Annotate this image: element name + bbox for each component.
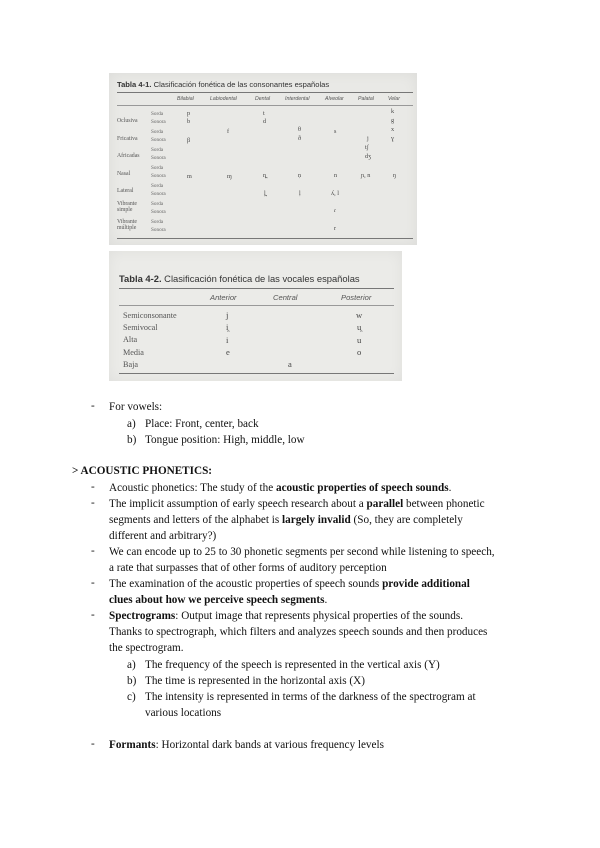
vowel-symbol: w xyxy=(356,310,363,320)
table2-row-label: Baja xyxy=(123,360,139,369)
voicing-label: Sorda xyxy=(151,129,164,135)
table2-col-header: Anterior xyxy=(210,293,237,302)
bullet-dash: - xyxy=(91,738,95,750)
bullet-encode-line1: We can encode up to 25 to 30 phonetic segments per second while listening to speech, xyxy=(109,546,495,558)
table1-row-label: Nasal xyxy=(117,171,131,177)
spectrogram-frequency-item: The frequency of the speech is represented in the vertical axis (Y) xyxy=(145,659,440,671)
voicing-label: Sonora xyxy=(151,119,166,125)
phone-symbol: ṇ xyxy=(298,172,302,179)
table1-row-label: Africadas xyxy=(117,153,140,159)
bullet-parallel-line1: The implicit assumption of early speech research about a parallel between phonetic xyxy=(109,498,485,510)
phone-symbol: ʎ, l xyxy=(331,190,339,197)
spectrogram-intensity-item: The intensity is represented in terms of the darkness of the spectrogram at xyxy=(145,691,476,703)
bullet-dash: - xyxy=(91,545,95,557)
phone-symbol: ɱ xyxy=(227,173,232,180)
vowel-symbol: e xyxy=(226,347,230,357)
vowels-intro: For vowels: xyxy=(109,401,163,413)
phone-symbol: l̪ xyxy=(264,190,266,197)
table1-col-header: Alveolar xyxy=(325,96,344,102)
bullet-dash: - xyxy=(91,577,95,589)
spectrogram-time-item: The time is represented in the horizontal axis (X) xyxy=(145,675,365,687)
bullet-spectrograms-line2: Thanks to spectrograph, which filters and analyzes speech sounds and then produces xyxy=(109,626,488,638)
phone-symbol: ḷ xyxy=(299,190,301,197)
list-marker: b) xyxy=(127,675,137,687)
phone-symbol: θ xyxy=(298,126,301,133)
voicing-label: Sorda xyxy=(151,201,164,207)
bullet-dash: - xyxy=(91,609,95,621)
bullet-examination-line1: The examination of the acoustic properties of speech sounds provide additional xyxy=(109,578,470,590)
phone-symbol: m xyxy=(187,173,192,180)
vowel-table-image xyxy=(109,251,402,381)
table1-row-label: Oclusiva xyxy=(117,118,138,124)
phone-symbol: b xyxy=(187,118,191,125)
bullet-dash: - xyxy=(91,497,95,509)
phone-symbol: ɾ xyxy=(334,207,337,214)
table2-row-label: Semivocal xyxy=(123,323,158,332)
table1-title: Tabla 4-1. Clasificación fonética de las consonantes españolas xyxy=(117,80,330,89)
consonant-table-image xyxy=(109,73,417,245)
table1-col-header: Palatal xyxy=(358,96,374,102)
phone-symbol: r xyxy=(334,225,337,232)
bullet-spectrograms-line3: the spectrogram. xyxy=(109,642,184,654)
vowel-symbol: o xyxy=(357,347,362,357)
voicing-label: Sorda xyxy=(151,165,164,171)
list-marker: b) xyxy=(127,434,137,446)
phone-symbol: ŋ xyxy=(393,172,397,179)
list-marker: a) xyxy=(127,659,136,671)
table1-row-label: Vibrante múltiple xyxy=(117,219,137,232)
bullet-examination-line2: clues about how we perceive speech segments. xyxy=(109,594,328,606)
phone-symbol: p xyxy=(187,110,191,117)
bullet-dash: - xyxy=(91,400,95,412)
table1-col-header: Interdental xyxy=(285,96,310,102)
bullet-dash: - xyxy=(91,481,95,493)
phone-symbol: dʒ xyxy=(365,153,371,160)
phone-symbol: ɣ xyxy=(391,135,395,142)
section-heading: > ACOUSTIC PHONETICS: xyxy=(72,465,213,477)
list-marker: a) xyxy=(127,418,136,430)
table2-row-label: Media xyxy=(123,348,144,357)
table1-row-label: Lateral xyxy=(117,188,134,194)
bullet-formants: Formants: Horizontal dark bands at various frequency levels xyxy=(109,739,384,751)
table2-row-label: Semiconsonante xyxy=(123,311,177,320)
table2-bottom-rule xyxy=(119,373,394,374)
table1-col-header: Dental xyxy=(255,96,270,102)
phone-symbol: x xyxy=(391,126,395,133)
table1-row-label: Vibrante simple xyxy=(117,201,137,214)
spectrogram-intensity-item-cont: various locations xyxy=(145,707,222,719)
table2-top-rule xyxy=(119,288,394,289)
voicing-label: Sonora xyxy=(151,209,166,215)
voicing-label: Sonora xyxy=(151,173,166,179)
table1-col-header: Velar xyxy=(388,96,400,102)
voicing-label: Sonora xyxy=(151,191,166,197)
table1-col-header: Labiodental xyxy=(210,96,237,102)
phone-symbol: g xyxy=(391,117,395,124)
bullet-parallel-line3: different and arbitrary?) xyxy=(109,530,217,542)
voicing-label: Sorda xyxy=(151,111,164,117)
bullet-spectrograms-line1: Spectrograms: Output image that represents physical properties of the sounds. xyxy=(109,610,463,622)
table1-top-rule xyxy=(117,92,413,93)
voicing-label: Sonora xyxy=(151,155,166,161)
phone-symbol: n̪ xyxy=(263,172,267,179)
voicing-label: Sonora xyxy=(151,227,166,233)
bullet-encode-line2: a rate that surpasses that of other forms of auditory perception xyxy=(109,562,387,574)
vowel-symbol: i xyxy=(226,335,229,345)
vowel-symbol: i̯ xyxy=(226,322,229,332)
phone-symbol: β xyxy=(187,137,191,144)
phone-symbol: f xyxy=(227,128,230,135)
table1-row-label: Fricativa xyxy=(117,136,138,142)
vowels-tongue-item: Tongue position: High, middle, low xyxy=(145,434,305,446)
phone-symbol: j xyxy=(367,135,369,142)
voicing-label: Sorda xyxy=(151,183,164,189)
bullet-parallel-line2: segments and letters of the alphabet is largely invalid (So, they are completely xyxy=(109,514,463,526)
table2-header-rule xyxy=(119,305,394,306)
phone-symbol: tʃ xyxy=(365,144,369,151)
phone-symbol: n xyxy=(334,172,338,179)
table2-title: Tabla 4-2. Clasificación fonética de las vocales españolas xyxy=(119,273,360,284)
phone-symbol: k xyxy=(391,108,395,115)
voicing-label: Sorda xyxy=(151,147,164,153)
vowel-symbol: u xyxy=(357,335,362,345)
voicing-label: Sonora xyxy=(151,137,166,143)
vowel-symbol: a xyxy=(288,359,292,369)
phone-symbol: ð xyxy=(298,135,302,142)
phone-symbol: t xyxy=(263,110,265,117)
table1-col-header: Bilabial xyxy=(177,96,194,102)
table1-header-rule xyxy=(117,105,413,106)
vowel-symbol: u̯ xyxy=(357,322,362,332)
bullet-acoustic-definition: Acoustic phonetics: The study of the acoustic properties of speech sounds. xyxy=(109,482,452,494)
list-marker: c) xyxy=(127,691,136,703)
table1-bottom-rule xyxy=(117,238,413,239)
vowels-place-item: Place: Front, center, back xyxy=(145,418,259,430)
table2-col-header: Central xyxy=(273,293,298,302)
phone-symbol: s xyxy=(334,128,337,135)
table2-col-header: Posterior xyxy=(341,293,372,302)
table2-row-label: Alta xyxy=(123,335,138,344)
phone-symbol: d xyxy=(263,118,267,125)
vowel-symbol: j xyxy=(226,310,229,320)
voicing-label: Sorda xyxy=(151,219,164,225)
phone-symbol: ɲ, n xyxy=(361,172,371,179)
